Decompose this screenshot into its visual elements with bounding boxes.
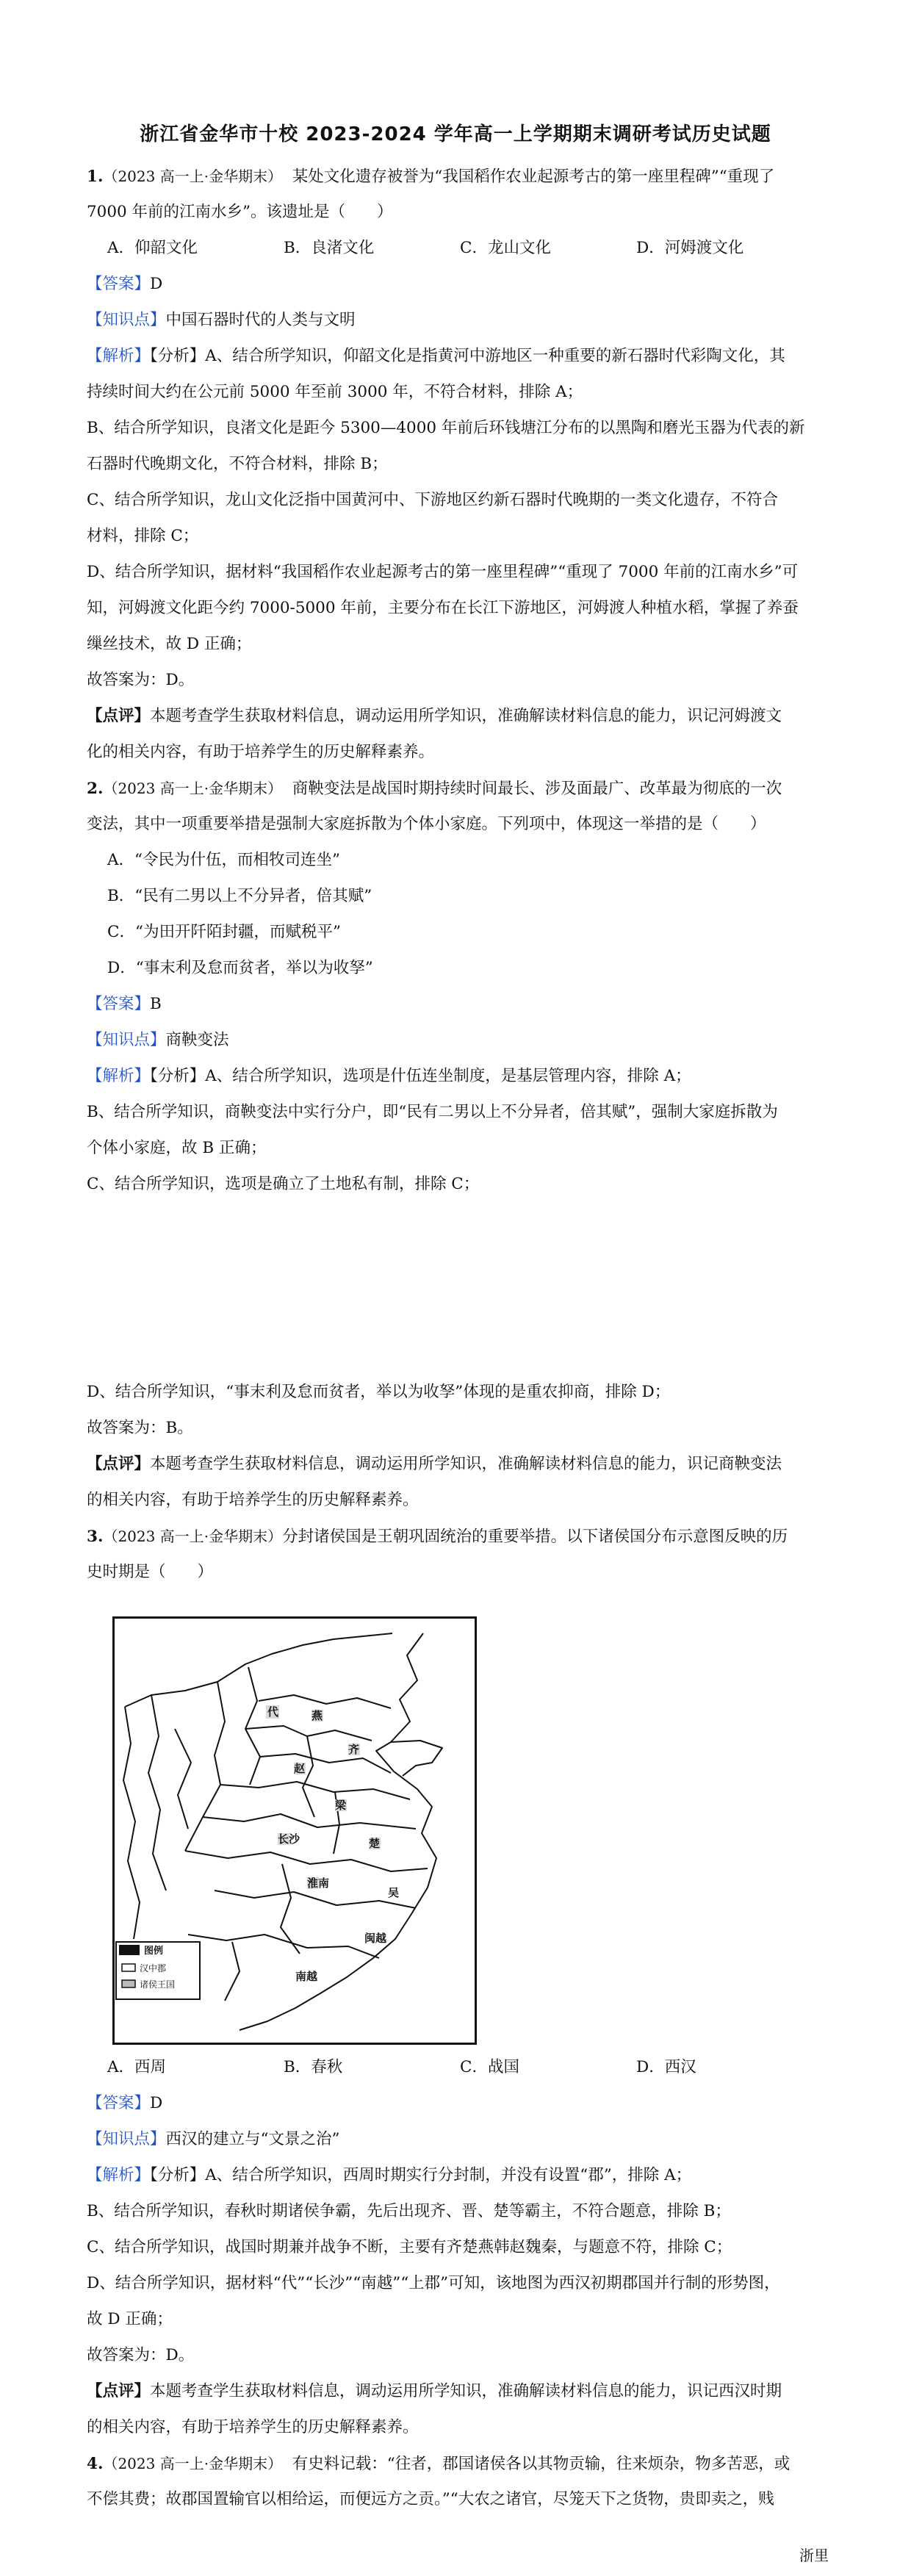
q2-comment-line-2: 的相关内容，有助于培养学生的历史解释素养。	[87, 1491, 419, 1509]
q4-stem-line-2: 不偿其费；故郡国置输官以相给运，而便远方之贡。”“大农之诸官，尽笼天下之货物，贵即卖之，贱	[87, 2490, 774, 2508]
q3-answer-tag: 【答案】	[87, 2094, 151, 2112]
q3-knowledge-point	[87, 2129, 829, 2151]
q2-answer	[87, 993, 829, 1015]
map-label-wu: 吴	[388, 1886, 400, 1899]
q1-analysis-line-9: 缫丝技术，故 D 正确；	[87, 635, 252, 653]
q1-knowledge-point	[87, 309, 829, 331]
q3-number: 3.	[87, 1528, 104, 1546]
q2-analysis-line-3: 个体小家庭，故 B 正确；	[87, 1139, 267, 1157]
q2-comment-text-1: 本题考查学生获取材料信息，调动运用所学知识，准确解读材料信息的能力，识记商鞅变法	[150, 1455, 782, 1473]
legend-title: 图例	[144, 1946, 164, 1957]
map-label-huainan: 淮南	[307, 1877, 330, 1890]
q2-option-b: B．“民有二男以上不分异者，倍其赋”	[107, 887, 372, 905]
q4-stem-text-1: 有史料记载：“往者，郡国诸侯各以其物贡输，往来烦杂，物多苦恶，或	[292, 2455, 791, 2473]
q3-option-b: B．春秋	[284, 2058, 343, 2076]
footer-fragment: 浙里	[799, 2547, 829, 2564]
map-label-dai: 代	[267, 1705, 279, 1719]
map-label-nanyue: 南越	[295, 1970, 318, 1983]
document-title: 浙江省金华市十校 2023-2024 学年高一上学期期末调研考试历史试题	[140, 123, 771, 145]
q2-comment-line-1	[87, 1453, 829, 1475]
q3-option-d: D．西汉	[636, 2058, 696, 2076]
q4-source: （2023 高一上·金华期末）	[103, 2455, 283, 2472]
q3-answer	[87, 2093, 829, 2115]
q1-analysis-line-10: 故答案为：D。	[87, 671, 195, 689]
q4-number: 4.	[87, 2455, 104, 2473]
q2-answer-tag: 【答案】	[87, 995, 151, 1013]
map-label-liang: 梁	[335, 1799, 347, 1812]
q1-analysis-line-8: 知，河姆渡文化距今约 7000-5000 年前，主要分布在长江下游地区，河姆渡人种植水稻，掌握了养蚕	[87, 599, 799, 617]
q2-analysis-line-2: B、结合所学知识，商鞅变法中实行分户，即“民有二男以上不分异者，倍其赋”，强制大家庭拆散为	[87, 1103, 778, 1121]
q2-stem-line-2: 变法，其中一项重要举措是强制大家庭拆散为个体小家庭。下列项中，体现这一举措的是（ ）	[87, 815, 766, 833]
q2-option-a: A．“令民为什伍，而相牧司连坐”	[107, 851, 341, 869]
legend-commandery: 汉中郡	[140, 1963, 167, 1974]
q1-stem-line-2: 7000 年前的江南水乡”。该遗址是（ ）	[87, 203, 393, 221]
q1-stem-text-1: 某处文化遗存被誉为“我国稻作农业起源考古的第一座里程碑”“重现了	[292, 168, 775, 186]
q1-comment-line-1	[87, 705, 829, 727]
han-fiefdom-map	[112, 1616, 477, 2045]
q3-option-a: A．西周	[107, 2058, 167, 2076]
q3-options	[107, 2057, 849, 2079]
q3-analysis-line-6: 故答案为：D。	[87, 2346, 195, 2364]
q2-stem-line-1	[87, 777, 829, 799]
map-label-minyue: 闽越	[364, 1932, 387, 1945]
map-label-yan: 燕	[312, 1709, 323, 1722]
q2-knowledge-point	[87, 1029, 829, 1051]
q1-source: （2023 高一上·金华期末）	[103, 168, 283, 185]
q1-comment-line-2: 化的相关内容，有助于培养学生的历史解释素养。	[87, 743, 435, 761]
q2-kp-tag: 【知识点】	[87, 1031, 166, 1049]
q2-option-d: D．“事末利及怠而贫者，举以为收孥”	[107, 959, 373, 977]
q2-analysis-line-6: 故答案为：B。	[87, 1419, 193, 1437]
q3-analysis-tag: 【解析】	[87, 2166, 151, 2184]
q2-number: 2.	[87, 780, 104, 798]
q1-analysis-line-7: D、结合所学知识，据材料“我国稻作农业起源考古的第一座里程碑”“重现了 7000 年前的江南水乡”可	[87, 563, 799, 581]
q4-stem-line-1	[87, 2453, 829, 2475]
q1-stem-line-1	[87, 165, 829, 187]
q1-answer-tag: 【答案】	[87, 275, 151, 293]
q2-comment-tag: 【点评】	[87, 1455, 151, 1473]
q1-option-b: B．良渚文化	[284, 239, 375, 257]
q3-analysis-line-1	[87, 2165, 829, 2187]
q2-answer-value: B	[150, 995, 162, 1013]
q2-kp-value: 商鞅变法	[165, 1031, 229, 1049]
q3-analysis-line-5: 故 D 正确；	[87, 2310, 173, 2328]
q1-option-a: A．仰韶文化	[107, 239, 198, 257]
q1-number: 1.	[87, 168, 104, 186]
q1-comment-tag: 【点评】	[87, 707, 151, 725]
q1-kp-value: 中国石器时代的人类与文明	[165, 311, 356, 329]
q3-stem-line-1	[87, 1525, 829, 1547]
q3-comment-line-1	[87, 2381, 829, 2403]
map-drawing	[115, 1619, 475, 2043]
q3-comment-line-2: 的相关内容，有助于培养学生的历史解释素养。	[87, 2418, 419, 2436]
q3-stem-text-1: 分封诸侯国是王朝巩固统治的重要举措。以下诸侯国分布示意图反映的历	[282, 1528, 788, 1546]
q2-source: （2023 高一上·金华期末）	[103, 780, 283, 797]
q3-analysis-line-2: B、结合所学知识，春秋时期诸侯争霸，先后出现齐、晋、楚等霸主，不符合题意，排除 B；	[87, 2202, 731, 2220]
q1-analysis-line-3: B、结合所学知识，良渚文化是距今 5300—4000 年前后环钱塘江分布的以黑陶和磨光玉器为代表的新	[87, 419, 805, 437]
q3-kp-value: 西汉的建立与“文景之治”	[165, 2130, 340, 2148]
q1-analysis-line-5: C、结合所学知识，龙山文化泛指中国黄河中、下游地区约新石器时代晚期的一类文化遗存，不符合	[87, 491, 778, 509]
map-legend	[116, 1942, 200, 1999]
q3-comment-tag: 【点评】	[87, 2382, 151, 2400]
map-label-zhao: 赵	[294, 1762, 306, 1775]
q3-answer-value: D	[150, 2094, 163, 2112]
q1-option-d: D．河姆渡文化	[636, 239, 744, 257]
q1-comment-text-1: 本题考查学生获取材料信息，调动运用所学知识，准确解读材料信息的能力，识记河姆渡文	[150, 707, 782, 725]
q2-analysis-line-1	[87, 1065, 829, 1087]
q3-comment-text-1: 本题考查学生获取材料信息，调动运用所学知识，准确解读材料信息的能力，识记西汉时期	[150, 2382, 782, 2400]
q3-kp-tag: 【知识点】	[87, 2130, 166, 2148]
q3-stem-line-2: 史时期是（ ）	[87, 1563, 214, 1581]
q1-analysis-text-1: 【分析】A、结合所学知识，仰韶文化是指黄河中游地区一种重要的新石器时代彩陶文化，其	[150, 347, 785, 365]
q2-analysis-line-4: C、结合所学知识，选项是确立了土地私有制，排除 C；	[87, 1175, 480, 1193]
q1-analysis-line-1	[87, 345, 829, 367]
q1-analysis-line-6: 材料，排除 C；	[87, 527, 199, 545]
q2-stem-text-1: 商鞅变法是战国时期持续时间最长、涉及面最广、改革最为彻底的一次	[292, 780, 782, 798]
q3-analysis-text-1: 【分析】A、结合所学知识，西周时期实行分封制，并没有设置“郡”，排除 A；	[150, 2166, 692, 2184]
q2-option-c: C．“为田开阡陌封疆，而赋税平”	[107, 923, 341, 941]
q3-option-c: C．战国	[460, 2058, 519, 2076]
q1-option-c: C．龙山文化	[460, 239, 551, 257]
q1-answer	[87, 273, 829, 295]
q2-analysis-tag: 【解析】	[87, 1067, 151, 1085]
q3-analysis-line-3: C、结合所学知识，战国时期兼并战争不断，主要有齐楚燕韩赵魏秦，与题意不符，排除 C；	[87, 2238, 732, 2256]
map-label-changsha: 长沙	[278, 1832, 300, 1846]
q1-analysis-line-4: 石器时代晚期文化，不符合材料，排除 B；	[87, 455, 388, 473]
q2-analysis-text-1: 【分析】A、结合所学知识，选项是什伍连坐制度，是基层管理内容，排除 A；	[150, 1067, 691, 1085]
q2-analysis-line-5: D、结合所学知识，“事末利及怠而贫者，举以为收孥”体现的是重农抑商，排除 D；	[87, 1383, 671, 1401]
legend-kingdom: 诸侯王国	[140, 1979, 176, 1990]
q3-analysis-line-4: D、结合所学知识，据材料“代”“长沙”“南越”“上郡”可知，该地图为西汉初期郡国并行制的形势图，	[87, 2274, 780, 2292]
q1-answer-value: D	[150, 275, 163, 293]
map-label-qi: 齐	[348, 1743, 360, 1756]
q1-analysis-tag: 【解析】	[87, 347, 151, 365]
q1-kp-tag: 【知识点】	[87, 311, 166, 329]
q3-source: （2023 高一上·金华期末）	[103, 1528, 283, 1545]
q1-analysis-line-2: 持续时间大约在公元前 5000 年至前 3000 年，不符合材料，排除 A；	[87, 383, 583, 401]
q1-options	[107, 237, 849, 259]
map-label-chu: 楚	[369, 1837, 381, 1850]
